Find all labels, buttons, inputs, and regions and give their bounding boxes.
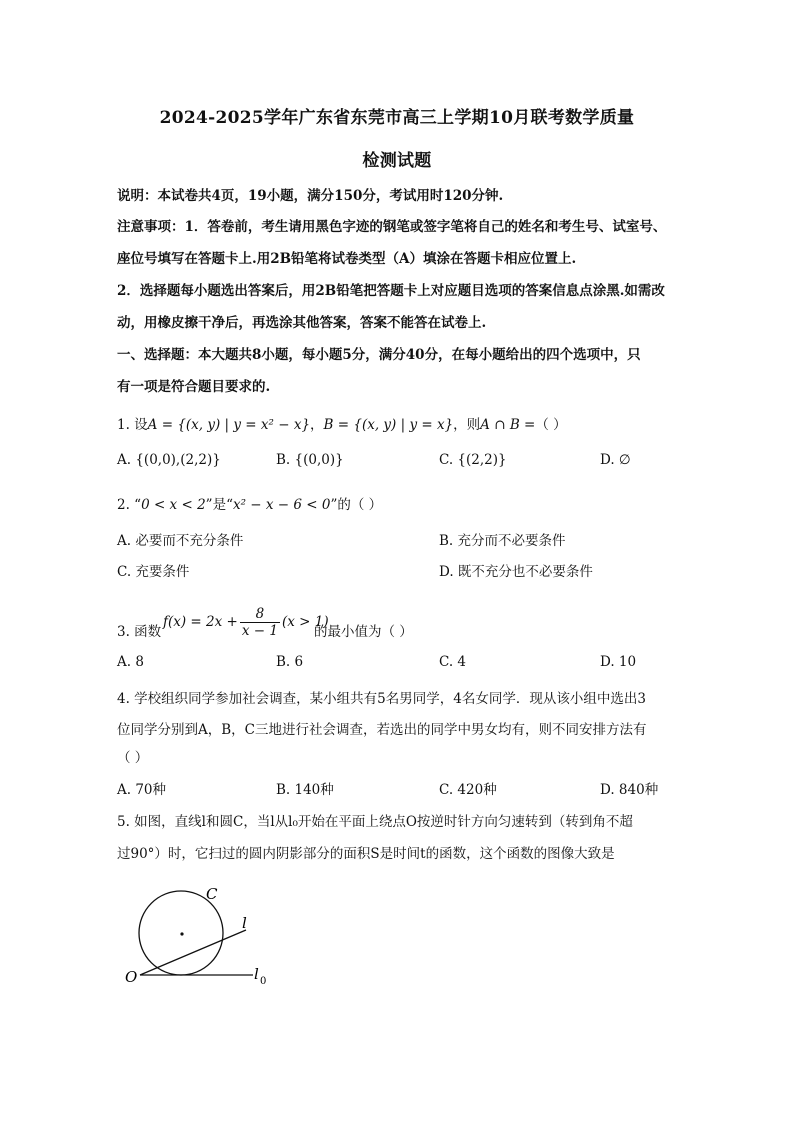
q4-option-d: D. 840种 [600, 782, 659, 798]
q5-figure [120, 875, 280, 999]
q1-expression: A ∩ B = [480, 417, 536, 433]
q1-paren: （ ） [535, 417, 567, 433]
q1-option-c: C. {(2,2)} [439, 452, 507, 468]
attention-2a: 2．选择题每小题选出答案后，用2B铅笔把答题卡上对应题目选项的答案信息点涂黑.如需改 [117, 283, 665, 299]
q2-mid: ”是“ [205, 497, 233, 513]
q2-prefix: 2. “ [117, 497, 142, 513]
rotating-line-l [140, 930, 246, 975]
question-2 [117, 493, 687, 513]
attention-2b: 动，用橡皮擦干净后，再选涂其他答案，答案不能答在试卷上. [117, 315, 487, 331]
q2-option-d: D. 既不充分也不必要条件 [439, 564, 593, 580]
q2-condition-2: x² − x − 6 < 0 [232, 497, 331, 513]
q1-set-a: A = {(x, y) | y = x² − x} [147, 417, 311, 433]
attention-1a: 注意事项：1．答卷前，考生请用黑色字迹的钢笔或签字笔将自己的姓名和考生号、试室号、 [117, 219, 667, 235]
question-1 [117, 413, 687, 433]
q3-prefix: 3. 函数 [117, 624, 162, 640]
attention-1b: 座位号填写在答题卡上.用2B铅笔将试卷类型（A）填涂在答题卡相应位置上. [117, 251, 577, 267]
baseline-label: l [254, 965, 259, 983]
q1-then: ，则 [453, 417, 481, 433]
q2-option-c: C. 充要条件 [117, 564, 190, 580]
q2-condition-1: 0 < x < 2 [141, 497, 206, 513]
q3-function [163, 606, 329, 639]
q1-set-b: B = {(x, y) | y = x} [323, 417, 454, 433]
q1-option-b: B. {(0,0)} [276, 452, 344, 468]
q2-option-a: A. 必要而不充分条件 [117, 533, 244, 549]
question-3 [117, 598, 687, 642]
q1-comma: ， [310, 417, 324, 433]
q4-option-a: A. 70种 [117, 782, 167, 798]
exam-note: 说明：本试卷共4页，19小题，满分150分，考试用时120分钟. [117, 188, 504, 204]
origin-label: O [125, 968, 138, 986]
q4-line-1: 4. 学校组织同学参加社会调查，某小组共有5名男同学，4名女同学．现从该小组中选出3 [117, 691, 646, 707]
q2-suffix: ”的（ ） [330, 497, 383, 513]
exam-title-line2: 检测试题 [362, 151, 432, 171]
section-header-a: 一、选择题：本大题共8小题，每小题5分，满分40分，在每小题给出的四个选项中，只 [117, 347, 641, 363]
q3-option-d: D. 10 [600, 654, 637, 670]
q3-fraction-numerator: 8 [240, 606, 280, 623]
section-header-b: 有一项是符合题目要求的. [117, 379, 271, 395]
line-label: l [242, 914, 247, 932]
baseline-label-subscript: 0 [260, 976, 267, 987]
q2-option-b: B. 充分而不必要条件 [439, 533, 566, 549]
q3-option-b: B. 6 [276, 654, 304, 670]
q1-option-a: A. {(0,0),(2,2)} [117, 452, 221, 468]
q3-fraction-denominator: x − 1 [241, 623, 278, 639]
q3-option-a: A. 8 [117, 654, 144, 670]
circle-center-dot [180, 932, 183, 935]
q4-line-2: 位同学分别到A，B，C三地进行社会调查，若选出的同学中男女均有，则不同安排方法有 [117, 722, 647, 738]
q1-option-d: D. ∅ [600, 452, 631, 468]
q4-option-b: B. 140种 [276, 782, 334, 798]
q4-line-3: （ ） [117, 750, 149, 766]
q5-line-2: 过90°）时，它扫过的圆内阴影部分的面积S是时间t的函数，这个函数的图像大致是 [117, 846, 615, 862]
q3-function-left: f(x) = 2x + [163, 614, 238, 630]
exam-title-line1: 2024-2025学年广东省东莞市高三上学期10月联考数学质量 [159, 108, 635, 128]
circle-label: C [206, 885, 218, 903]
q5-circle-diagram [120, 875, 280, 995]
q5-line-1: 5. 如图，直线l和圆C，当l从l₀开始在平面上绕点O按逆时针方向匀速转到（转到角不超 [117, 814, 633, 830]
q1-number: 1. 设 [117, 417, 148, 433]
q4-option-c: C. 420种 [439, 782, 497, 798]
q3-fraction [240, 606, 280, 639]
q3-option-c: C. 4 [439, 654, 467, 670]
q3-suffix: 的最小值为（ ） [314, 624, 413, 640]
q3-function-right: (x > 1) [281, 614, 329, 630]
